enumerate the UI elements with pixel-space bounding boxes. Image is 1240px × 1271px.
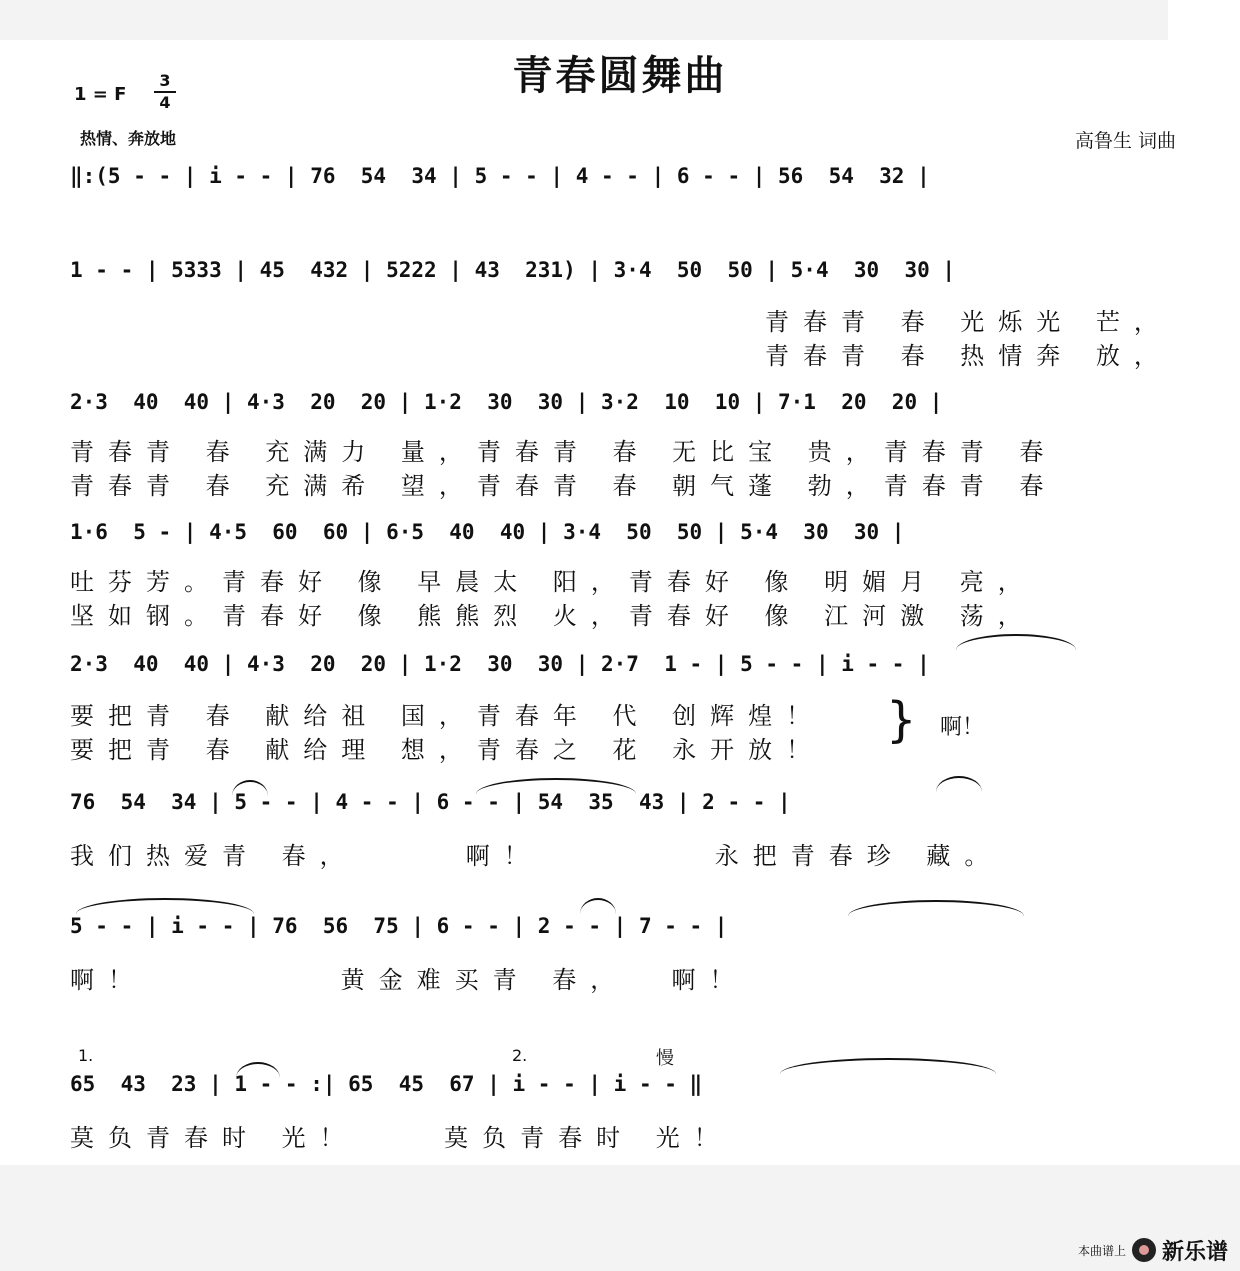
volta-second-ending: 2. (512, 1046, 528, 1065)
lyrics-verse-1: 青春青 春 光烁光 芒， (765, 308, 1172, 336)
disc-icon (1132, 1238, 1156, 1262)
score-row-3 (70, 390, 1180, 426)
notes-line: 2·3 40 40 | 4·3 20 20 | 1·2 30 30 | 3·2 10 10 | 7·1 20 20 | (70, 390, 943, 414)
volta-first-ending: 1. (78, 1046, 94, 1065)
notes-line: 76 54 34 | 5 - - | 4 - - | 6 - - | 54 35 43 | 2 - - | (70, 790, 791, 814)
aside-lyric: 啊！ (940, 715, 985, 740)
score-row-8 (70, 1072, 1180, 1108)
composer-credit: 高鲁生 词曲 (1074, 130, 1176, 152)
lyrics-verse-2: 青春青 春 热情奔 放， (765, 342, 1172, 370)
lyrics-verse-1: 吐芬芳。青春好 像 早晨太 阳，青春好 像 明媚月 亮， (70, 568, 1036, 596)
tempo-slow-marking: 慢 (656, 1048, 674, 1069)
notes-line: 65 43 23 | 1 - - :| 65 45 67 | i - - | i - - ‖ (70, 1072, 703, 1096)
slur-arc (76, 898, 254, 914)
score-row-1 (70, 164, 1180, 200)
slur-arc (956, 634, 1076, 650)
notes-line: 2·3 40 40 | 4·3 20 20 | 1·2 30 30 | 2·7 1 - | 5 - - | i - - | (70, 652, 930, 676)
lyrics-verse-1: 要把青 春 献给祖 国，青春年 代 创辉煌！ (70, 702, 825, 730)
time-signature (150, 72, 180, 112)
lyrics-verse-1: 我们热爱青 春， 啊！ 永把青春珍 藏。 (70, 842, 1003, 870)
key-signature: 1 = F (74, 84, 127, 105)
top-right-band (1168, 0, 1240, 40)
score-row-5 (70, 652, 1180, 688)
notes-line: ‖:(5 - - | i - - | 76 54 34 | 5 - - | 4 - - | 6 - - | 56 54 32 | (70, 164, 930, 188)
notes-line: 1 - - | 5333 | 45 432 | 5222 | 43 231) | 3·4 50 50 | 5·4 30 30 | (70, 258, 956, 282)
verse-brace: } (886, 692, 917, 748)
tempo-marking: 热情、奔放地 (80, 129, 177, 148)
time-top: 3 (159, 71, 171, 90)
time-bottom: 4 (159, 93, 171, 112)
score-row-7 (70, 914, 1180, 950)
footer-watermark (1078, 1235, 1228, 1265)
notes-line: 5 - - | i - - | 76 56 75 | 6 - - | 2 - - | 7 - - | (70, 914, 728, 938)
song-title: 青春圆舞曲 (512, 53, 728, 99)
lyrics-verse-2: 坚如钢。青春好 像 熊熊烈 火，青春好 像 江河激 荡， (70, 602, 1036, 630)
score-row-6 (70, 790, 1180, 826)
lyrics-verse-1: 莫负青春时 光！ 莫负青春时 光！ (70, 1124, 732, 1152)
top-band (0, 0, 1168, 40)
notes-line: 1·6 5 - | 4·5 60 60 | 6·5 40 40 | 3·4 50 50 | 5·4 30 30 | (70, 520, 905, 544)
footer-prefix: 本曲谱上 (1077, 1243, 1126, 1258)
bottom-band (0, 1165, 1240, 1271)
lyrics-verse-2: 青春青 春 充满希 望，青春青 春 朝气蓬 勃，青春青 春 (70, 472, 1058, 500)
score-row-4 (70, 520, 1180, 556)
lyrics-verse-2: 要把青 春 献给理 想，青春之 花 永开放！ (70, 736, 825, 764)
lyrics-verse-1: 啊！ 黄金难买青 春， 啊！ (70, 966, 748, 994)
lyrics-verse-1: 青春青 春 充满力 量，青春青 春 无比宝 贵，青春青 春 (70, 438, 1058, 466)
footer-brand: 新乐谱 (1161, 1239, 1228, 1265)
slur-arc (580, 898, 616, 914)
score-row-2 (70, 258, 1180, 294)
